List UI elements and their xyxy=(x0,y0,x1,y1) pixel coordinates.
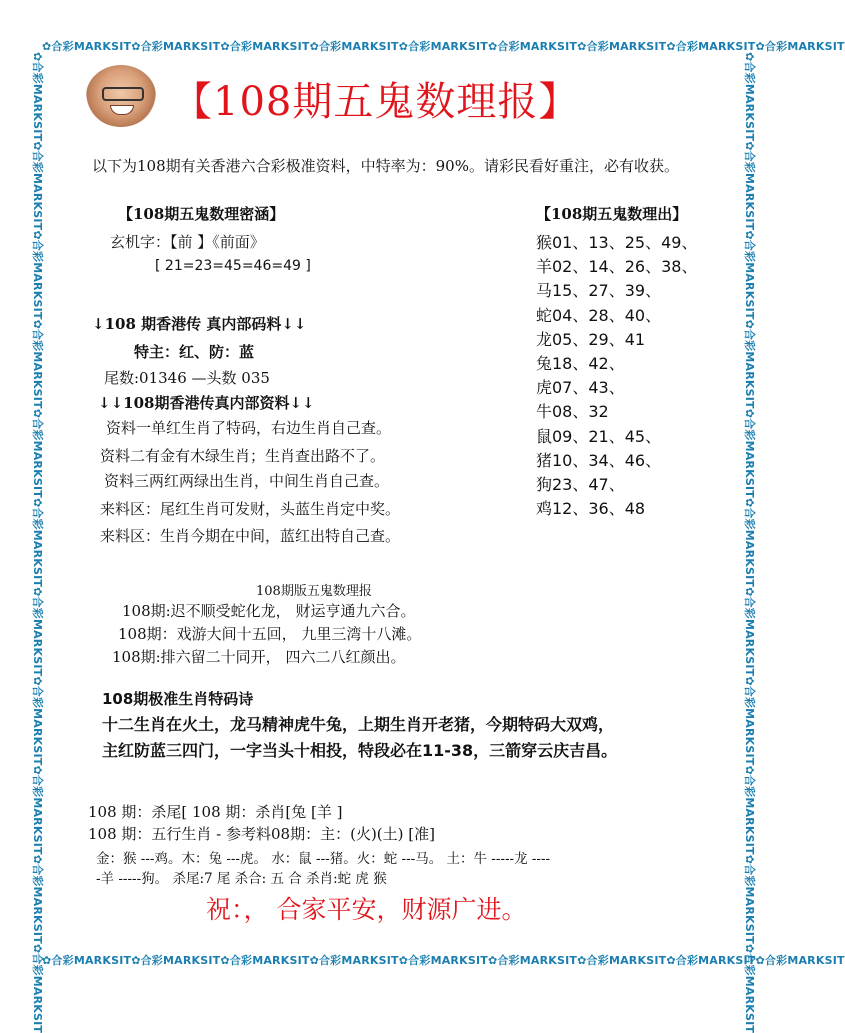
zodiac-number-item: 狗23、47、 xyxy=(536,475,625,494)
zodiac-number-item: 虎07、43、 xyxy=(536,378,625,398)
zodiac-number-item: 马15、27、39、 xyxy=(536,281,662,301)
weishu-text: 尾数:01346 —头数 035 xyxy=(104,369,270,387)
blessing-text: 祝：， 合家平安，财源广进。 xyxy=(206,895,527,924)
poem-header: 108期极准生肖特码诗 xyxy=(102,690,254,708)
zodiac-number-item: 猴01、13、25、49、 xyxy=(536,233,698,252)
wugui-line: 108期:迟不顺受蛇化龙， 财运亨通九六合。 xyxy=(122,602,416,620)
ziliao-line: 资料三两红两绿出生肖，中间生肖自己查。 xyxy=(104,472,390,490)
zodiac-number-item: 羊02、14、26、38、 xyxy=(536,257,698,277)
xuanji-text: 玄机字：【前 】《前面》 xyxy=(110,233,265,251)
left-section-header: 【108期五鬼数理密涵】 xyxy=(118,205,285,223)
zodiac-number-item: 猪10、34、46、 xyxy=(536,450,662,470)
tezhu-text: 特主：红、防：蓝 xyxy=(134,343,255,361)
poem-line: 十二生肖在火土，龙马精神虎牛兔，上期生肖开老猪，今期特码大双鸡， xyxy=(102,715,615,734)
intro-text: 以下为108期有关香港六合彩极准资料，中特率为：90%。请彩民看好重注，必有收获。 xyxy=(92,157,679,175)
avatar-image xyxy=(86,65,156,127)
poem-line: 主红防蓝三四门，一字当头十相投，特段必在11-38，三箭穿云庆吉昌。 xyxy=(102,741,618,760)
kill-summary-line: -羊 -----狗。 杀尾:7 尾 杀合: 五 合 杀肖:蛇 虎 猴 xyxy=(96,871,387,887)
mouth-shape xyxy=(110,105,134,115)
hk-header-2: ↓↓108期香港传真内部资料↓↓ xyxy=(98,394,315,412)
zodiac-number-item: 龙05、29、41 xyxy=(536,329,646,349)
zodiac-number-item: 鼠09、21、45、 xyxy=(536,426,662,446)
glasses-shape xyxy=(102,87,144,101)
wugui-line: 108期:排六留二十同开， 四六二八红颜出。 xyxy=(112,648,406,666)
right-section-header: 【108期五鬼数理出】 xyxy=(536,205,688,223)
frame-top-text: ✿合彩MARKSIT✿合彩MARKSIT✿合彩MARKSIT✿合彩MARKSIT✿合彩MARKSIT✿合彩MARKSIT✿合彩MARKSIT✿合彩MARKSIT✿合彩MARKSIT xyxy=(42,40,845,53)
ziliao-line: 来料区：尾红生肖可发财，头蓝生肖定中奖。 xyxy=(100,500,401,518)
kill-tail-line: 108 期：杀尾[ 108 期：杀肖[兔 [羊 ] xyxy=(88,803,343,821)
wuxing-line: 108 期：五行生肖 - 参考料08期：主：(火)(土) [准] xyxy=(88,825,435,843)
wugui-header: 108期版五鬼数理报 xyxy=(256,584,372,599)
frame-left-text: ✿合彩MARKSIT✿合彩MARKSIT✿合彩MARKSIT✿合彩MARKSIT✿合彩MARKSIT✿合彩MARKSIT✿合彩MARKSIT✿合彩MARKSIT✿合彩MARKSIT✿合彩MARKSIT✿合彩MARKSIT xyxy=(31,52,44,1033)
ziliao-line: 资料二有金有木绿生肖；生肖查出路不了。 xyxy=(100,447,386,465)
frame-right-text: ✿合彩MARKSIT✿合彩MARKSIT✿合彩MARKSIT✿合彩MARKSIT✿合彩MARKSIT✿合彩MARKSIT✿合彩MARKSIT✿合彩MARKSIT✿合彩MARKSIT✿合彩MARKSIT✿合彩MARKSIT xyxy=(743,52,756,1033)
wuxing-detail-line: 金：猴 ---鸡。木：兔 ---虎。 水：鼠 ---猪。火：蛇 ---马。 土：牛 -----龙 ---- xyxy=(96,851,551,867)
ziliao-line: 来料区：生肖今期在中间，蓝红出特自己查。 xyxy=(100,527,401,545)
secret-numbers: [ 21=23=45=46=49 ] xyxy=(155,258,311,274)
zodiac-number-item: 兔18、42、 xyxy=(536,354,625,373)
hk-header-1: ↓108 期香港传 真内部码料↓↓ xyxy=(92,315,307,333)
frame-bottom-text: ✿合彩MARKSIT✿合彩MARKSIT✿合彩MARKSIT✿合彩MARKSIT✿合彩MARKSIT✿合彩MARKSIT✿合彩MARKSIT✿合彩MARKSIT✿合彩MARKSIT xyxy=(42,954,845,967)
zodiac-number-item: 牛08、32 xyxy=(536,402,609,422)
zodiac-number-item: 蛇04、28、40、 xyxy=(536,305,662,325)
zodiac-number-item: 鸡12、36、48 xyxy=(536,499,646,519)
ziliao-line: 资料一单红生肖了特码，右边生肖自己查。 xyxy=(106,419,392,437)
page-title: 【108期五鬼数理报】 xyxy=(172,79,580,125)
wugui-line: 108期：戏游大间十五回， 九里三湾十八滩。 xyxy=(118,625,422,643)
